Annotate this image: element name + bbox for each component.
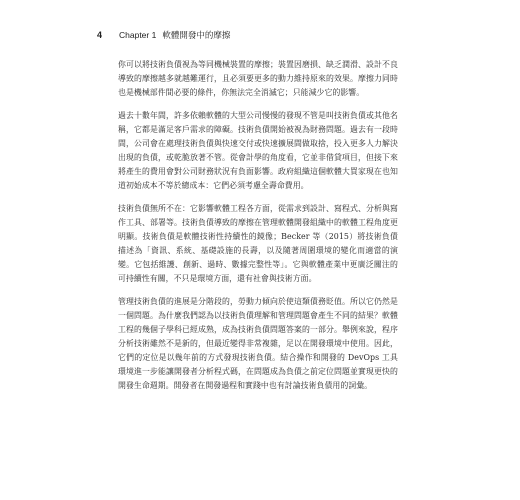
chapter-title: 軟體開發中的摩擦: [162, 30, 231, 40]
page-header: [97, 29, 230, 41]
paragraph-4: 管理技術負債的進展是分階段的，勞動力傾向於使這類債務貶值。所以它仍然是一個問題。為什麼我們認為以技術負債理解和管理問題會產生不同的結果？軟體工程的幾個子學科已經成熟，成為技術負債問題答案的一部分。舉例來說，程序分析技術雖然不是新的，但最近變得非常複雜，足以在開發環境中使用。因此，它們的定位是以幾年前的方式發現技術負債。結合操作和開發的 DevOps 工具環境進一步能讓開發者分析程式碼，在問題成為負債之前定位問題並實現更快的開發生命週期。開發者在開發過程和實踐中也有討論技術負債用的詞彙。: [118, 297, 398, 390]
chapter-label: Chapter 1: [119, 30, 157, 40]
paragraph-3: 技術負債無所不在：它影響軟體工程各方面，從需求到設計、寫程式、分析與寫作工具、部署等。技術負債導致的摩擦在管理軟體開發組織中的軟體工程角度更明顯。技術負債是軟體技術性持續性的鏡像；Becker 等（2015）將技術負債描述為「資訊、系統、基礎設施的長壽，以及隨著周圍環境的變化而適當的演變。它包括維護、創新、過時、數據完整性等」。它與軟體產業中更廣泛關注的可持續性有關，不只是環境方面，還有社會與技術方面。: [118, 204, 398, 283]
paragraph-2: 過去十數年間，許多依賴軟體的大型公司慢慢的發現不管是叫技術負債或其他名稱，它都是滿足客戶需求的障礙。技術負債開始被視為財務問題。過去有一段時間，公司會在處理技術負債與快速交付或快速擴展間做取捨，投入更多人力解決出現的負債，或乾脆放著不管。從會計學的角度看，它並非借貸項目，但接下來將產生的費用會對公司財務狀況有負面影響。政府組織這個軟體大買家現在也知道初始成本不等於總成本：它們必須考慮全壽命費用。: [118, 111, 398, 190]
page-body: [118, 58, 398, 402]
paragraph-1: 你可以將技術負債視為等同機械裝置的摩擦；裝置因磨損、缺乏潤滑、設計不良導致的摩擦越多就越難運行，且必須要更多的動力維持原來的效果。摩擦力同時也是機械部件間必要的條件，你無法完全消滅它；只能減少它的影響。: [118, 60, 398, 97]
page-number: 4: [97, 30, 103, 40]
